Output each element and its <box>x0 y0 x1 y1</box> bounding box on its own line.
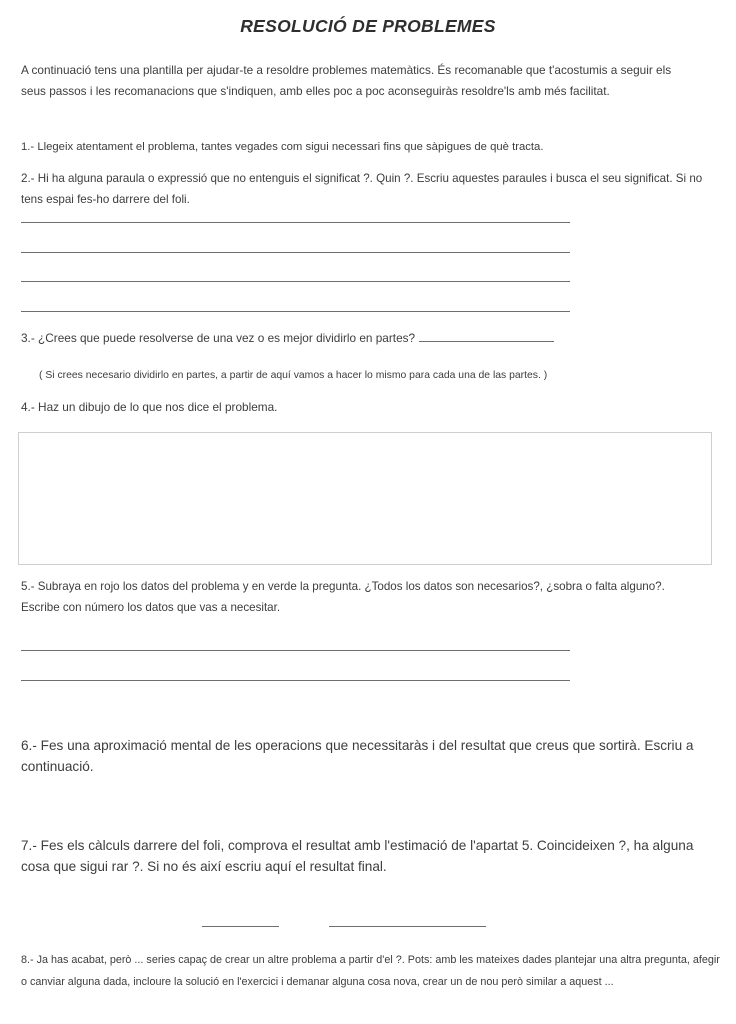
step-3-text: 3.- ¿Crees que puede resolverse de una vez o es mejor dividirlo en partes? <box>21 331 416 345</box>
intro-paragraph: A continuació tens una plantilla per ajudar-te a resoldre problemes matemàtics. És recomanable que t'acostumis a seguir els seus passos i les recomanacions que s'indiquen, amb elles poc a poc aconseguiràs resoldre'ls amb més facilitat. <box>21 63 672 98</box>
drawing-box <box>18 432 712 565</box>
step-3-row <box>21 328 723 349</box>
answer-line <box>21 680 570 681</box>
result-line-short <box>202 926 279 927</box>
step-8-text: 8.- Ja has acabat, però ... series capaç de crear un altre problema a partir d'el ?. Pots: amb les mateixes dades plantejar una altra pregunta, afegir o canviar alguna dada, incloure la solució en l'exercici i demanar alguna cosa nova, crear un de nou però similar a aquest ... <box>21 954 720 988</box>
step-7-text: 7.- Fes els càlculs darrere del foli, comprova el resultat amb l'estimació de l'apartat 5. Coincideixen ?, ha alguna cosa que sigui rar ?. Si no és així escriu aquí el resultat final. <box>21 838 694 874</box>
step-6-text: 6.- Fes una aproximació mental de les operacions que necessitaràs i del resultat que creus que sortirà. Escriu a continuació. <box>21 738 694 774</box>
step-3-note: ( Si crees necesario dividirlo en partes, a partir de aquí vamos a hacer lo mismo para cada una de las partes. ) <box>39 370 548 381</box>
answer-line <box>21 252 570 253</box>
answer-line <box>21 311 570 312</box>
step-5-text: 5.- Subraya en rojo los datos del problema y en verde la pregunta. ¿Todos los datos son necesarios?, ¿sobra o falta alguno?. Escribe con número los datos que vas a necesitar. <box>21 580 665 614</box>
step-2-text: 2.- Hi ha alguna paraula o expressió que no entenguis el significat ?. Quin ?. Escriu aquestes paraules i busca el seu significat. Si no tens espai fes-ho darrere del foli. <box>21 172 703 206</box>
result-line-long <box>329 926 486 927</box>
step-1-text: 1.- Llegeix atentament el problema, tantes vegades com sigui necessari fins que sàpigues de què tracta. <box>21 141 544 153</box>
page-title: RESOLUCIÓ DE PROBLEMES <box>240 16 496 36</box>
answer-line <box>21 650 570 651</box>
answer-line <box>21 281 570 282</box>
step-4-text: 4.- Haz un dibujo de lo que nos dice el problema. <box>21 400 278 414</box>
answer-line-inline <box>419 330 554 342</box>
answer-line <box>21 222 570 223</box>
